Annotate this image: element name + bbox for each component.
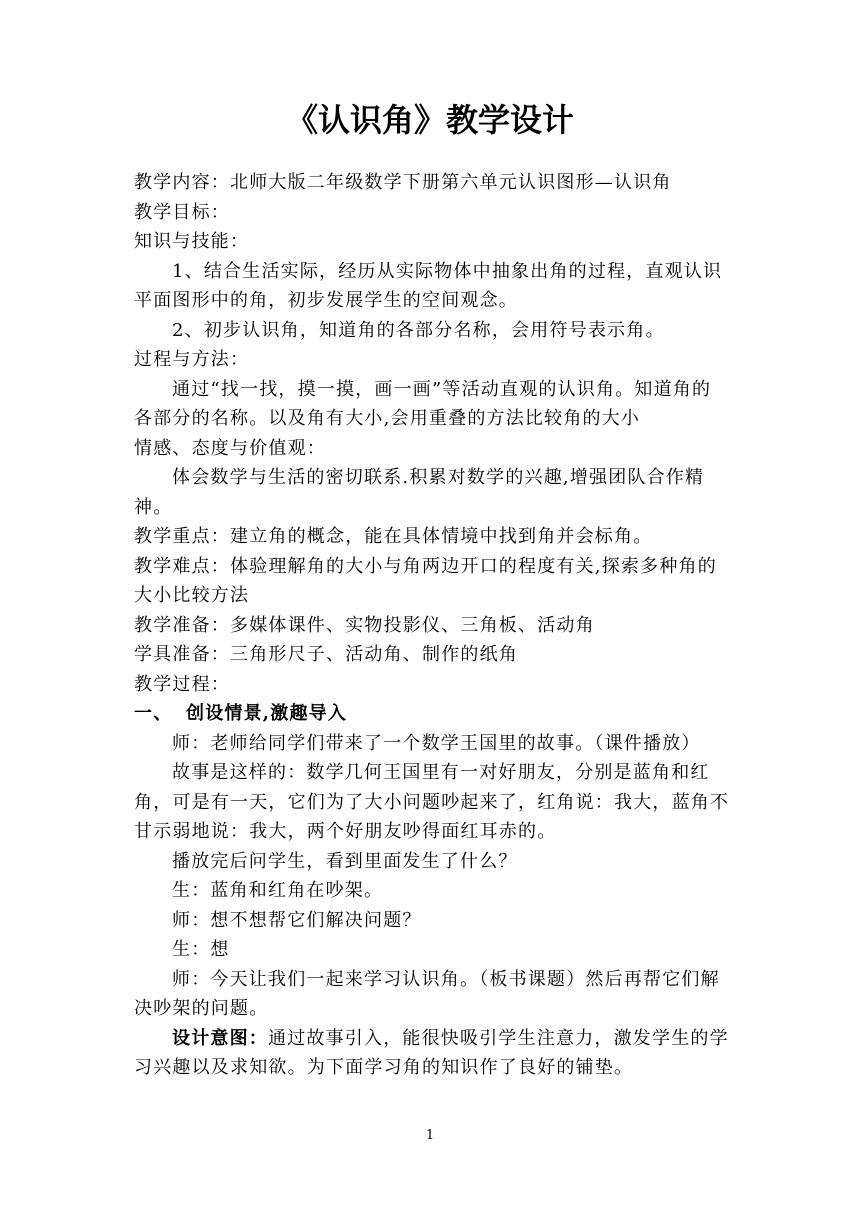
design-intent-text: 通过故事引入，能很快吸引学生注意力，激发学生的学习兴趣以及求知欲。为下面学习角的知识作了良好的铺垫。 (134, 1027, 729, 1078)
story-paragraph-7: 师：今天让我们一起来学习认识角。（板书课题）然后再帮它们解决吵架的问题。 (134, 968, 720, 1019)
teaching-content: 教学内容：北师大版二年级数学下册第六单元认识图形—认识角 (134, 172, 672, 193)
process-heading: 过程与方法： (134, 349, 250, 370)
design-intent-label: 设计意图： (172, 1027, 268, 1049)
difficulty: 教学难点：体验理解角的大小与角两边开口的程度有关,探索多种角的大小比较方法 (134, 555, 717, 606)
page-number: 1 (425, 1128, 435, 1143)
knowledge-item-2: 2、初步认识角，知道角的各部分名称，会用符号表示角。 (172, 319, 665, 341)
story-paragraph-3: 播放完后问学生，看到里面发生了什么？ (172, 850, 518, 872)
document-body (134, 168, 730, 1083)
story-paragraph-1: 师：老师给同学们带来了一个数学王国里的故事。（课件播放） (172, 732, 701, 754)
procedure-heading: 教学过程： (134, 673, 230, 695)
emotion-paragraph: 体会数学与生活的密切联系.积累对数学的兴趣,增强团队合作精神。 (134, 467, 705, 518)
story-paragraph-6: 生：想 (172, 939, 230, 960)
knowledge-heading: 知识与技能： (134, 231, 250, 252)
process-paragraph: 通过“找一找，摸一摸，画一画”等活动直观的认识角。知道角的各部分的名称。以及角有大小,会用重叠的方法比较角的大小 (134, 378, 712, 429)
story-paragraph-5: 师：想不想帮它们解决问题？ (172, 909, 422, 931)
section-1-title: 创设情景,激趣导入 (186, 703, 348, 724)
page-title: 《认识角》教学设计 (285, 101, 574, 139)
story-paragraph-4: 生：蓝角和红角在吵架。 (172, 880, 384, 901)
teacher-prep: 教学准备：多媒体课件、实物投影仪、三角板、活动角 (134, 614, 595, 636)
knowledge-item-1: 1、结合生活实际，经历从实际物体中抽象出角的过程，直观认识平面图形中的角，初步发展学生的空间观念。 (134, 260, 723, 311)
section-1-heading (134, 699, 730, 729)
goals-heading: 教学目标： (134, 201, 230, 223)
story-paragraph-2: 故事是这样的：数学几何王国里有一对好朋友，分别是蓝角和红角，可是有一天，它们为了大小问题吵起来了，红角说：我大，蓝角不甘示弱地说：我大，两个好朋友吵得面红耳赤的。 (134, 762, 730, 842)
design-intent-paragraph (134, 1024, 730, 1083)
student-prep: 学具准备：三角形尺子、活动角、制作的纸角 (134, 644, 518, 665)
emotion-heading: 情感、态度与价值观： (134, 437, 326, 459)
key-point: 教学重点：建立角的概念，能在具体情境中找到角并会标角。 (134, 526, 653, 547)
section-1-number: 一、 (134, 703, 173, 724)
